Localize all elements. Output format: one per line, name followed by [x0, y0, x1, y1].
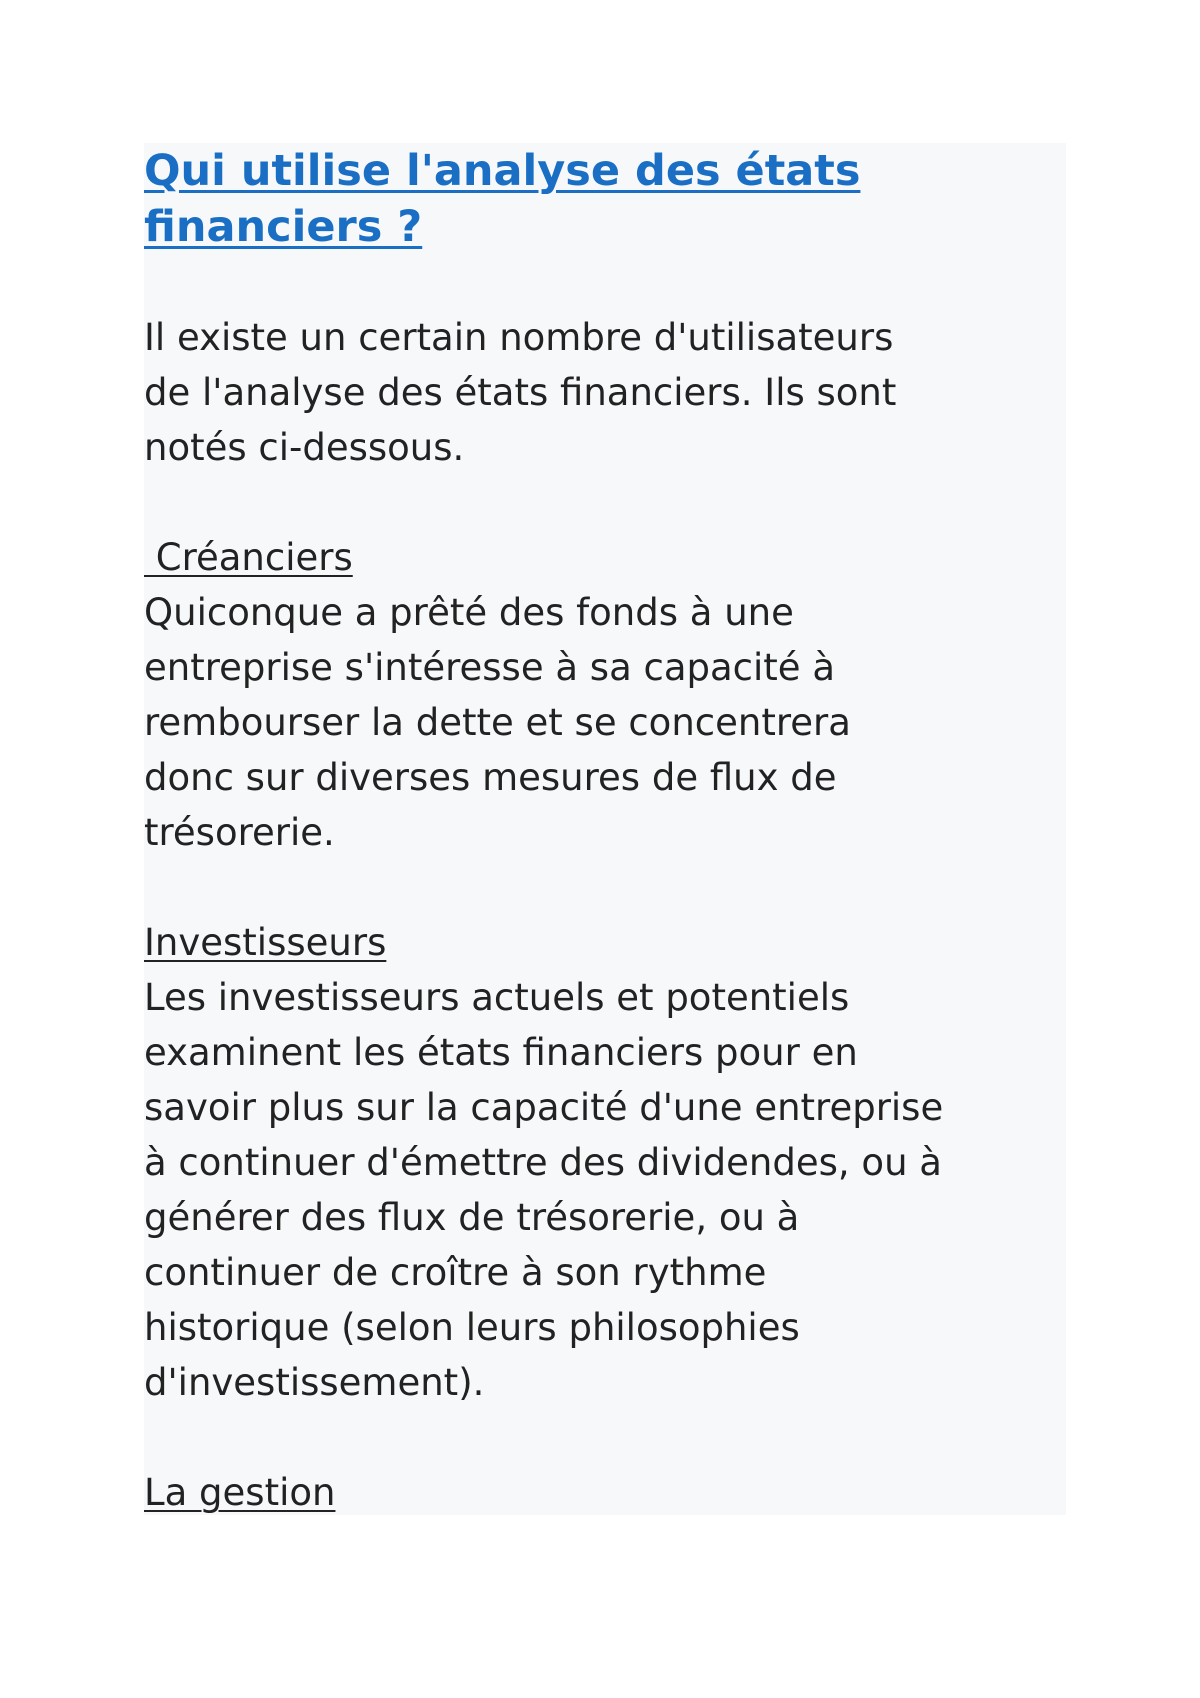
section-heading-investisseurs: Investisseurs — [144, 921, 387, 964]
title-line: Qui utilise l'analyse des états — [144, 146, 861, 196]
spacer — [144, 475, 1066, 530]
section-la-gestion — [144, 1465, 1066, 1520]
paragraph-line: trésorerie. — [144, 811, 335, 854]
paragraph-line: savoir plus sur la capacité d'une entreprise — [144, 1086, 944, 1129]
section-paragraph — [144, 585, 1066, 860]
paragraph-line: générer des flux de trésorerie, ou à — [144, 1196, 800, 1239]
paragraph-line: rembourser la dette et se concentrera — [144, 701, 851, 744]
section-heading-creanciers: Créanciers — [144, 536, 353, 579]
intro-line: de l'analyse des états financiers. Ils sont — [144, 371, 897, 414]
intro-paragraph — [144, 310, 1066, 475]
spacer — [144, 255, 1066, 310]
section-heading-la-gestion: La gestion — [144, 1471, 336, 1514]
paragraph-line: donc sur diverses mesures de flux de — [144, 756, 837, 799]
document-content-block — [144, 143, 1066, 1515]
paragraph-line: Les investisseurs actuels et potentiels — [144, 976, 850, 1019]
paragraph-line: d'investissement). — [144, 1361, 485, 1404]
intro-line: notés ci-dessous. — [144, 426, 465, 469]
paragraph-line: Quiconque a prêté des fonds à une — [144, 591, 794, 634]
paragraph-line: examinent les états financiers pour en — [144, 1031, 858, 1074]
section-investisseurs — [144, 915, 1066, 1410]
paragraph-line: entreprise s'intéresse à sa capacité à — [144, 646, 836, 689]
intro-line: Il existe un certain nombre d'utilisateurs — [144, 316, 894, 359]
title-line: financiers ? — [144, 202, 423, 252]
section-paragraph — [144, 970, 1066, 1410]
paragraph-line: historique (selon leurs philosophies — [144, 1306, 800, 1349]
section-creanciers — [144, 530, 1066, 860]
paragraph-line: continuer de croître à son rythme — [144, 1251, 767, 1294]
document-title-link[interactable] — [144, 143, 1024, 255]
paragraph-line: à continuer d'émettre des dividendes, ou à — [144, 1141, 942, 1184]
spacer — [144, 1410, 1066, 1465]
spacer — [144, 860, 1066, 915]
